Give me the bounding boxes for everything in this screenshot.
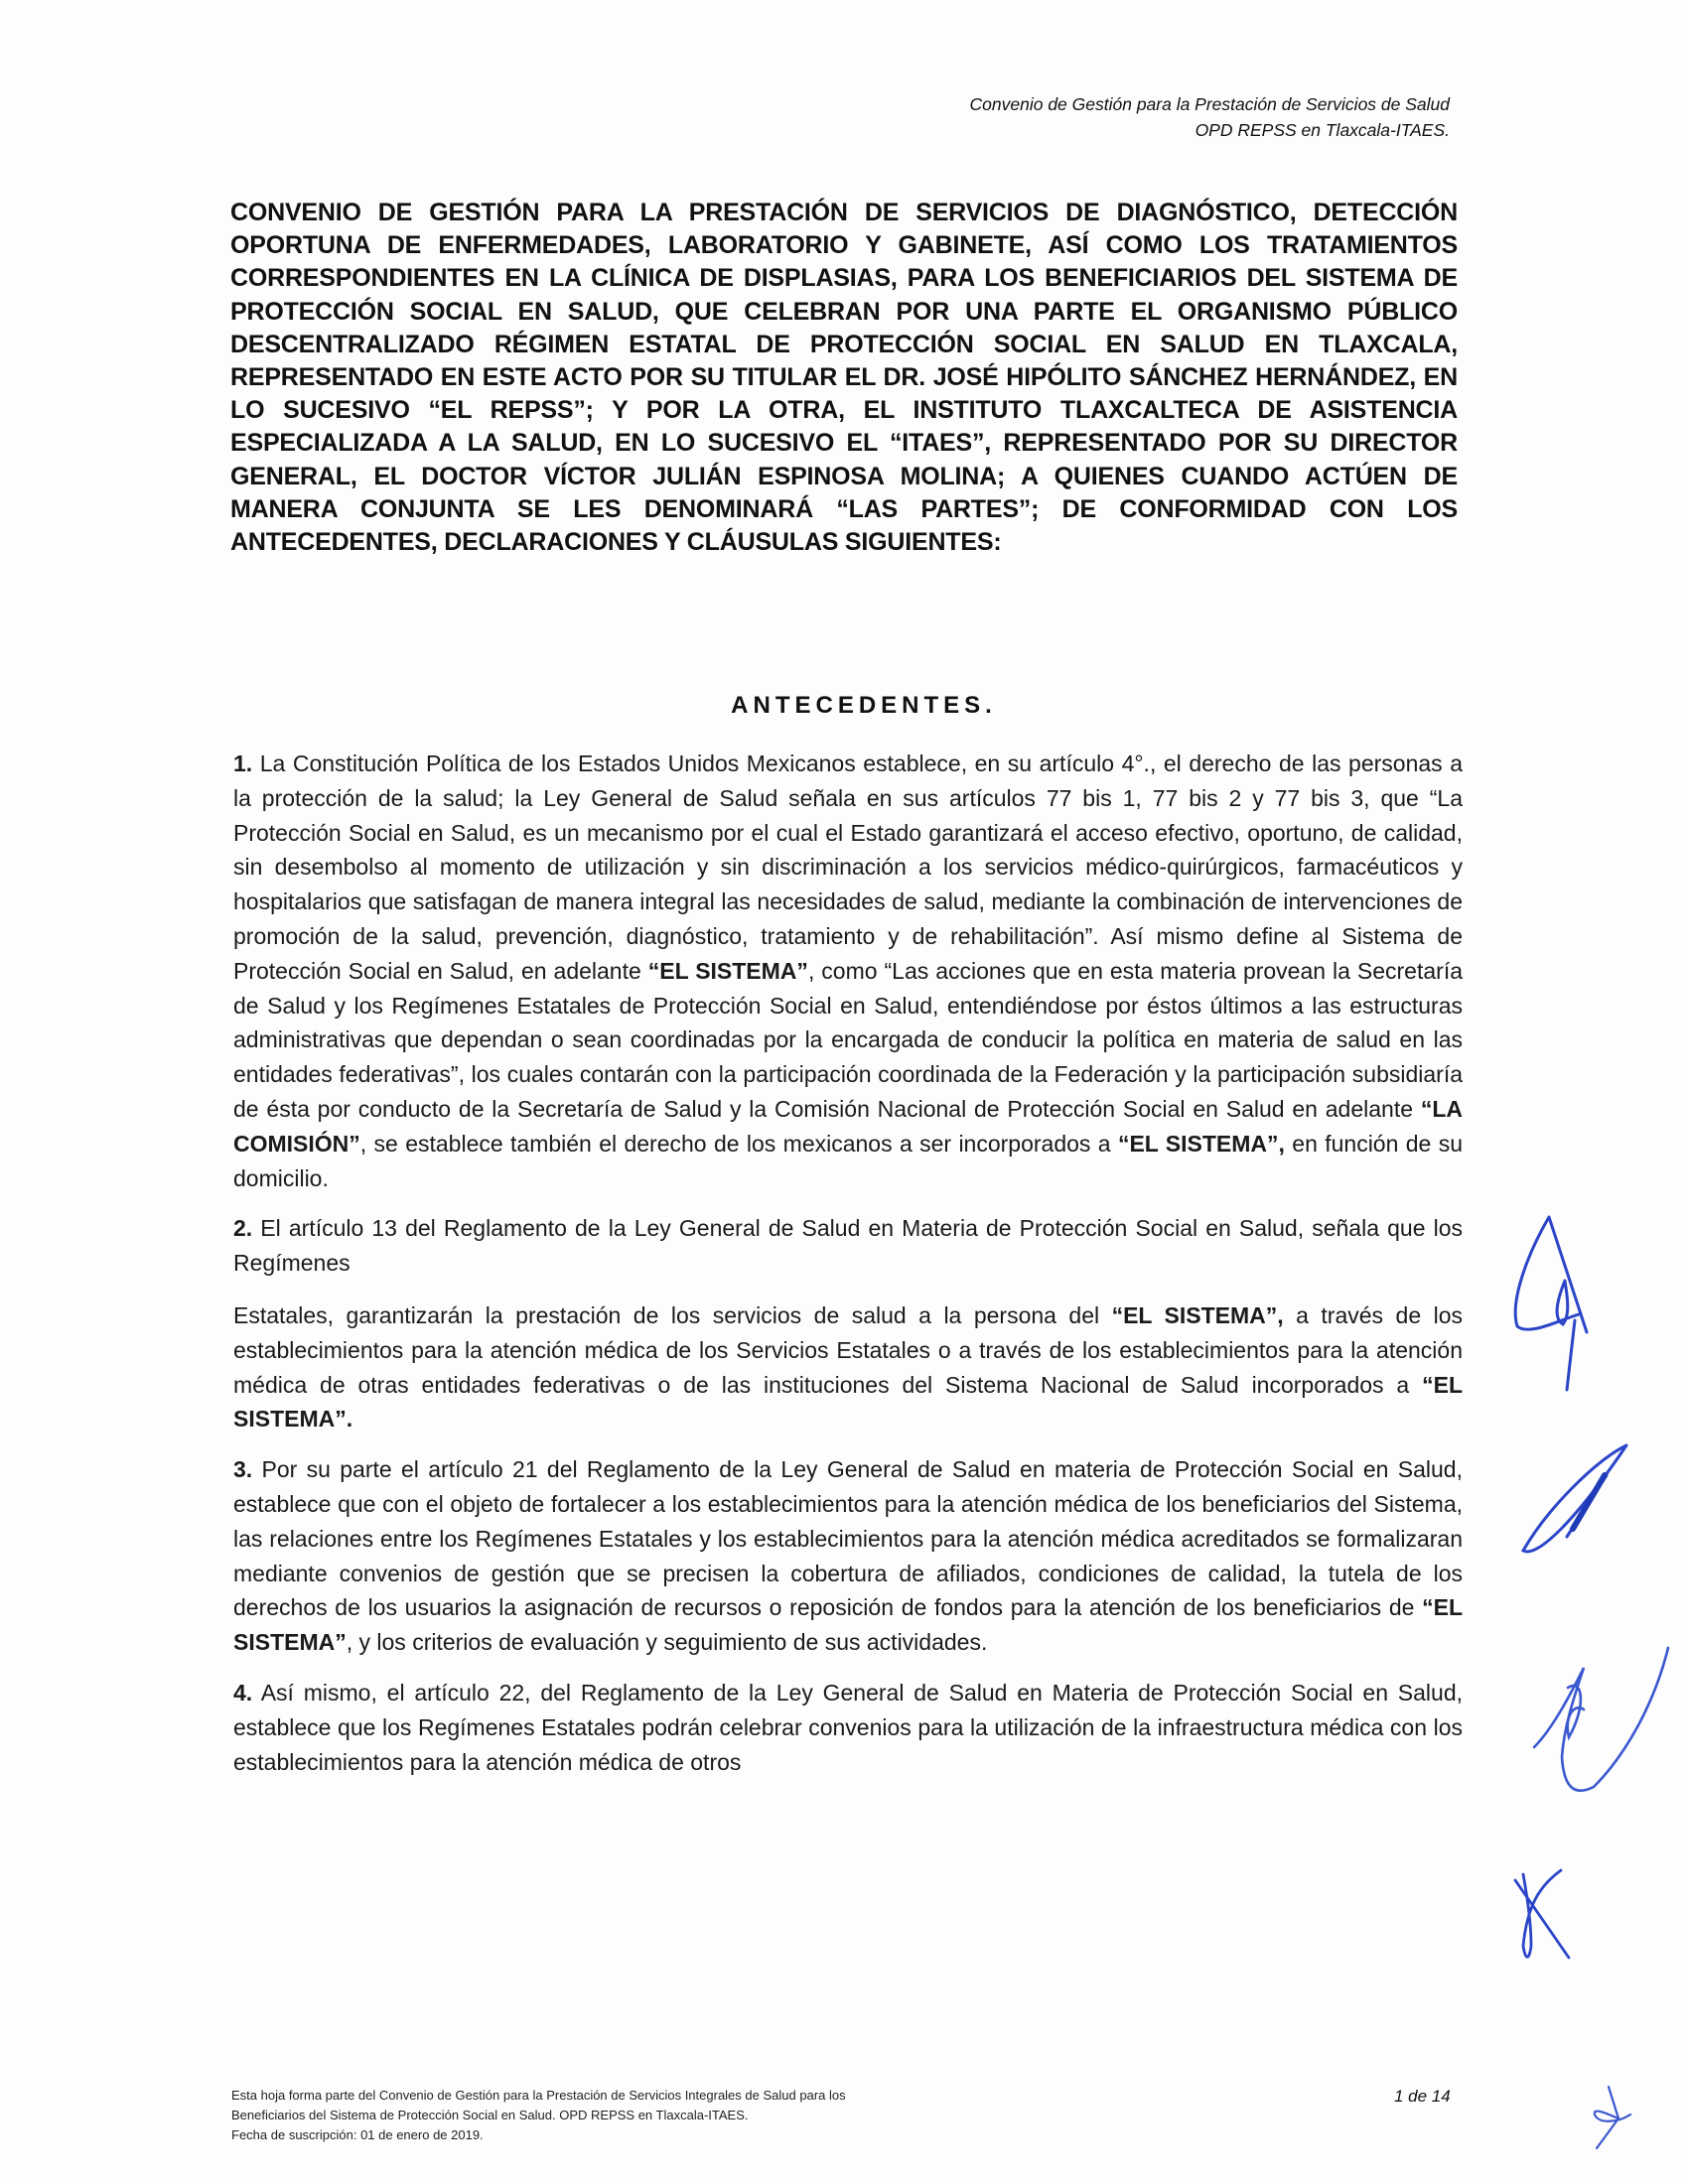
defined-term: “EL SISTEMA”,: [1111, 1301, 1284, 1328]
running-header: [970, 91, 1450, 143]
running-header-line-1: Convenio de Gestión para la Prestación de Servicios de Salud: [969, 94, 1450, 114]
footer-line-3: Fecha de suscripción: 01 de enero de 2019.: [231, 2127, 484, 2142]
paragraph-number: 1.: [233, 751, 253, 776]
signature-mark-3: [1524, 1648, 1673, 1797]
paragraph-text: El artículo 13 del Reglamento de la Ley General de Salud en Materia de Protección Social en Salud, señala que los Regímenes: [233, 1215, 1463, 1277]
running-header-line-2: OPD REPSS en Tlaxcala-ITAES.: [1195, 120, 1450, 140]
signature-initials-4: [1509, 1866, 1589, 1971]
signature-mark-4: [1509, 1866, 1589, 1966]
paragraph-1: [233, 747, 1463, 1195]
defined-term: “EL SISTEMA”: [647, 957, 808, 984]
footer-note: [231, 2086, 1046, 2145]
signature-initials-2: [1517, 1439, 1636, 1573]
footer-line-2: Beneficiarios del Sistema de Protección Social en Salud. OPD REPSS en Tlaxcala-ITAES.: [231, 2108, 749, 2122]
signature-mark-2: [1517, 1439, 1636, 1569]
paragraph-text: Estatales, garantizarán la prestación de los servicios de salud a la persona del: [233, 1301, 1112, 1328]
signature-initials-1: [1509, 1211, 1609, 1405]
paragraph-text: , se establece también el derecho de los mexicanos a ser incorporados a: [359, 1130, 1118, 1157]
defined-term: “EL SISTEMA”,: [1117, 1130, 1285, 1157]
signature-mark-1: [1509, 1211, 1609, 1400]
paragraph-text: a través de los establecimientos para la atención médica de los Servicios Estatales o a través de los establecimientos para la atención médica de otras entidades federativas o de las instituciones del Sistema Nacional de Salud incorporados a: [233, 1301, 1463, 1398]
document-body: [233, 747, 1463, 1795]
agreement-title: CONVENIO DE GESTIÓN PARA LA PRESTACIÓN DE SERVICIOS DE DIAGNÓSTICO, DETECCIÓN OPORTUNA DE ENFERMEDADES, LABORATORIO Y GABINETE, ASÍ COMO LOS TRATAMIENTOS CORRESPONDIENTES EN LA CLÍNICA DE DISPLASIAS, PARA LOS BENEFICIARIOS DEL SISTEMA DE PROTECCIÓN SOCIAL EN SALUD, QUE CELEBRAN POR UNA PARTE EL ORGANISMO PÚBLICO DESCENTRALIZADO RÉGIMEN ESTATAL DE PROTECCIÓN SOCIAL EN SALUD EN TLAXCALA, REPRESENTADO EN ESTE ACTO POR SU TITULAR EL DR. JOSÉ HIPÓLITO SÁNCHEZ HERNÁNDEZ, EN LO SUCESIVO “EL REPSS”; Y POR LA OTRA, EL INSTITUTO TLAXCALTECA DE ASISTENCIA ESPECIALIZADA A LA SALUD, EN LO SUCESIVO EL “ITAES”, REPRESENTADO POR SU DIRECTOR GENERAL, EL DOCTOR VÍCTOR JULIÁN ESPINOSA MOLINA; A QUIENES CUANDO ACTÚEN DE MANERA CONJUNTA SE LES DENOMINARÁ “LAS PARTES”; DE CONFORMIDAD CON LOS ANTECEDENTES, DECLARACIONES Y CLÁUSULAS SIGUIENTES:: [230, 199, 1458, 557]
defined-term: “EL SISTEMA”.: [233, 1371, 1463, 1433]
footer-line-1: Esta hoja forma parte del Convenio de Gestión para la Prestación de Servicios Integrales de Salud para los: [231, 2088, 846, 2103]
signature-initials-3: [1524, 1648, 1673, 1802]
paragraph-number: 3.: [233, 1456, 253, 1483]
signature-mark-5: [1589, 2085, 1638, 2154]
paragraph-text: , como “Las acciones que en esta materia provean la Secretaría de Salud y los Regímenes Estatales de Protección Social en Salud, entendiéndose por éstos últimos a las estructuras administrativas que dependan o sean coordinadas por la encargada de conducir la política en materia de salud en las entidades federativas”, los cuales contarán con la participación coordinada de la Federación y la participación subsidiaría de ésta por conducto de la Secretaría de Salud y la Comisión Nacional de Protección Social en Salud en adelante: [233, 957, 1463, 1122]
paragraph-text: en función de su domicilio.: [233, 1130, 1463, 1191]
paragraph-text: La Constitución Política de los Estados Unidos Mexicanos establece, en su artículo 4°., el derecho de las personas a la protección de la salud; la Ley General de Salud señala en sus artículos 77 bis 1, 77 bis 2 y 77 bis 3, que “La Protección Social en Salud, es un mecanismo por el cual el Estado garantizará el acceso efectivo, oportuno, de calidad, sin desembolso al momento de utilización y sin discriminación a los servicios médico-quirúrgicos, farmacéuticos y hospitalarios que satisfagan de manera integral las necesidades de salud, mediante la combinación de intervenciones de promoción de la salud, prevención, diagnóstico, tratamiento y de rehabilitación”. Así mismo define al Sistema de Protección Social en Salud, en adelante: [233, 751, 1463, 984]
paragraph-text: Así mismo, el artículo 22, del Reglamento de la Ley General de Salud en Materia de Protección Social en Salud, establece que los Regímenes Estatales podrán celebrar convenios para la utilización de la infraestructura médica con los establecimientos para la atención médica de otros: [233, 1679, 1463, 1775]
paragraph-2: [233, 1211, 1463, 1281]
signature-initials-5: [1589, 2085, 1638, 2159]
paragraph-number: 4.: [233, 1679, 253, 1706]
paragraph-number: 2.: [233, 1215, 253, 1242]
section-heading-antecedentes: ANTECEDENTES.: [731, 692, 997, 719]
paragraph-4: [233, 1676, 1463, 1779]
defined-term: “LA COMISIÓN”: [233, 1095, 1463, 1157]
defined-term: “EL SISTEMA”: [233, 1594, 1463, 1656]
paragraph-text: Por su parte el artículo 21 del Reglamento de la Ley General de Salud en materia de Protección Social en Salud, establece que con el objeto de fortalecer a los establecimientos para la atención médica de los beneficiarios del Sistema, las relaciones entre los Regímenes Estatales y los establecimientos para la atención médica acreditados se formalizaran mediante convenios de gestión que se precisen la cobertura de afiliados, condiciones de calidad, la tutela de los derechos de los usuarios la asignación de recursos o reposición de fondos para la atención de los beneficiarios de: [233, 1456, 1463, 1621]
paragraph-2-continued: [233, 1298, 1463, 1436]
page-number: 1 de 14: [1394, 2087, 1451, 2106]
paragraph-text: , y los criterios de evaluación y seguimiento de sus actividades.: [346, 1629, 988, 1656]
paragraph-3: [233, 1452, 1463, 1660]
